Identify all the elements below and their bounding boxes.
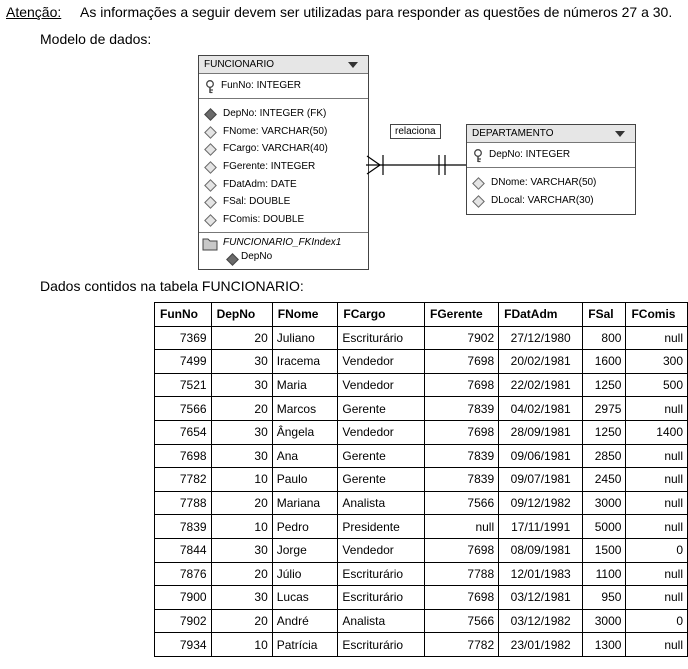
diamond-icon: [204, 144, 217, 157]
table-row: [155, 444, 688, 468]
table-cell: Escriturário: [338, 633, 425, 657]
table-cell: 7698: [425, 350, 499, 374]
table-cell: 7566: [425, 491, 499, 515]
attribute-label: FCargo: VARCHAR(40): [223, 143, 328, 155]
table-cell: 1600: [583, 350, 626, 374]
key-icon: [205, 80, 215, 94]
attention-text: As informações a seguir devem ser utilizadas para responder as questões de números 27 a 30.: [80, 4, 673, 20]
table-cell: 03/12/1982: [499, 609, 583, 633]
entity-departamento-attributes: [467, 168, 635, 209]
table-cell: 3000: [583, 491, 626, 515]
table-cell: 20: [211, 326, 272, 350]
table-cell: Maria: [272, 373, 338, 397]
table-cell: Pedro: [272, 515, 338, 539]
diamond-icon: [472, 195, 485, 208]
column-header: FGerente: [425, 303, 499, 327]
table-cell: Vendedor: [338, 420, 425, 444]
table-cell: Marcos: [272, 397, 338, 421]
table-cell: 17/11/1991: [499, 515, 583, 539]
table-cell: Júlio: [272, 562, 338, 586]
table-cell: 7900: [155, 586, 212, 610]
table-cell: 2975: [583, 397, 626, 421]
table-cell: 1400: [626, 420, 688, 444]
column-header: FComis: [626, 303, 688, 327]
attribute-row: [199, 158, 368, 176]
attribute-label: DNome: VARCHAR(50): [491, 177, 597, 188]
table-cell: 300: [626, 350, 688, 374]
table-caption: Dados contidos na tabela FUNCIONARIO:: [40, 278, 304, 294]
table-cell: null: [425, 515, 499, 539]
table-cell: 5000: [583, 515, 626, 539]
table-cell: 7902: [155, 609, 212, 633]
table-row: [155, 350, 688, 374]
diamond-icon: [204, 108, 217, 121]
entity-departamento-pk-row: [467, 143, 635, 168]
key-icon: [473, 149, 483, 163]
attribute-label: FNome: VARCHAR(50): [223, 125, 328, 137]
table-cell: 30: [211, 420, 272, 444]
table-cell: 7521: [155, 373, 212, 397]
attribute-label: FDatAdm: DATE: [223, 178, 297, 190]
table-row: [155, 609, 688, 633]
attention-label: Atenção:: [6, 4, 62, 20]
table-cell: 10: [211, 633, 272, 657]
table-row: [155, 515, 688, 539]
table-cell: 1250: [583, 420, 626, 444]
table-cell: 7698: [425, 420, 499, 444]
table-cell: 20: [211, 491, 272, 515]
attribute-row: [199, 105, 368, 123]
attribute-label: DLocal: VARCHAR(30): [491, 194, 594, 206]
diamond-icon: [204, 197, 217, 210]
table-cell: 7566: [425, 609, 499, 633]
table-cell: null: [626, 586, 688, 610]
table-cell: 09/07/1981: [499, 468, 583, 492]
table-cell: 7369: [155, 326, 212, 350]
entity-departamento-header: [467, 125, 635, 143]
table-cell: 23/01/1982: [499, 633, 583, 657]
index-column: DepNo: [241, 250, 273, 262]
diamond-icon: [204, 126, 217, 139]
model-label: Modelo de dados:: [40, 31, 152, 47]
entity-departamento-title: DEPARTAMENTO: [472, 128, 554, 139]
table-cell: Gerente: [338, 444, 425, 468]
table-cell: 7782: [425, 633, 499, 657]
table-header-row: [155, 303, 688, 327]
entity-funcionario: [198, 55, 369, 270]
relationship-line: [366, 150, 468, 180]
table-row: [155, 420, 688, 444]
table-cell: 28/09/1981: [499, 420, 583, 444]
table-cell: 7698: [425, 586, 499, 610]
table-cell: 30: [211, 373, 272, 397]
table-cell: 7698: [425, 538, 499, 562]
entity-departamento-pk: DepNo: INTEGER: [489, 149, 571, 160]
index-icon: [202, 236, 219, 252]
table-cell: 500: [626, 373, 688, 397]
table-cell: 7839: [425, 397, 499, 421]
table-cell: Lucas: [272, 586, 338, 610]
index-diamond-icon: [226, 253, 239, 266]
column-header: FSal: [583, 303, 626, 327]
table-cell: 7782: [155, 468, 212, 492]
table-cell: 7698: [155, 444, 212, 468]
table-cell: Ângela: [272, 420, 338, 444]
table-cell: 1300: [583, 633, 626, 657]
table-cell: null: [626, 397, 688, 421]
column-header: FunNo: [155, 303, 212, 327]
table-cell: Escriturário: [338, 326, 425, 350]
attribute-row: [199, 123, 368, 141]
attribute-row: [199, 176, 368, 194]
entity-departamento: [466, 124, 636, 215]
table-cell: 30: [211, 538, 272, 562]
table-cell: 27/12/1980: [499, 326, 583, 350]
table-cell: 2850: [583, 444, 626, 468]
entity-funcionario-attributes: [199, 99, 368, 232]
column-header: FCargo: [338, 303, 425, 327]
table-cell: Vendedor: [338, 538, 425, 562]
table-cell: null: [626, 491, 688, 515]
attribute-label: DepNo: INTEGER (FK): [223, 108, 327, 119]
table-cell: Analista: [338, 609, 425, 633]
table-cell: Patrícia: [272, 633, 338, 657]
table-cell: 3000: [583, 609, 626, 633]
table-cell: André: [272, 609, 338, 633]
attribute-row: [199, 193, 368, 211]
table-cell: Vendedor: [338, 373, 425, 397]
table-cell: 7698: [425, 373, 499, 397]
column-header: FNome: [272, 303, 338, 327]
diamond-icon: [204, 179, 217, 192]
table-cell: 950: [583, 586, 626, 610]
table-cell: 7844: [155, 538, 212, 562]
table-cell: Mariana: [272, 491, 338, 515]
table-cell: 1250: [583, 373, 626, 397]
table-cell: Paulo: [272, 468, 338, 492]
table-row: [155, 586, 688, 610]
table-cell: 7902: [425, 326, 499, 350]
attribute-row: [199, 211, 368, 229]
attribute-row: [467, 192, 635, 210]
table-cell: 7839: [425, 444, 499, 468]
table-cell: 09/06/1981: [499, 444, 583, 468]
diamond-icon: [204, 214, 217, 227]
entity-funcionario-pk-row: [199, 74, 368, 99]
entity-funcionario-index: [199, 232, 368, 267]
attribute-row: [467, 174, 635, 192]
table-cell: Escriturário: [338, 586, 425, 610]
entity-funcionario-title: FUNCIONARIO: [204, 59, 274, 70]
table-cell: 20: [211, 562, 272, 586]
attribute-label: FComis: DOUBLE: [223, 214, 305, 226]
table-cell: null: [626, 562, 688, 586]
diamond-icon: [204, 161, 217, 174]
table-cell: 10: [211, 468, 272, 492]
table-cell: Jorge: [272, 538, 338, 562]
table-cell: 7654: [155, 420, 212, 444]
table-cell: null: [626, 326, 688, 350]
table-cell: 7876: [155, 562, 212, 586]
table-cell: 0: [626, 538, 688, 562]
table-row: [155, 468, 688, 492]
entity-funcionario-pk: FunNo: INTEGER: [221, 80, 302, 91]
entity-funcionario-header: [199, 56, 368, 74]
table-cell: 08/09/1981: [499, 538, 583, 562]
table-cell: 1100: [583, 562, 626, 586]
table-cell: 7788: [425, 562, 499, 586]
relationship-label: relaciona: [390, 124, 441, 139]
table-cell: Gerente: [338, 397, 425, 421]
table-cell: 7839: [425, 468, 499, 492]
table-cell: 7934: [155, 633, 212, 657]
column-header: DepNo: [211, 303, 272, 327]
table-cell: Iracema: [272, 350, 338, 374]
table-cell: Vendedor: [338, 350, 425, 374]
table-cell: Presidente: [338, 515, 425, 539]
table-cell: 7566: [155, 397, 212, 421]
funcionario-table: [154, 302, 688, 657]
table-cell: 20: [211, 609, 272, 633]
table-cell: 2450: [583, 468, 626, 492]
attribute-label: FGerente: INTEGER: [223, 161, 316, 173]
table-cell: 04/02/1981: [499, 397, 583, 421]
table-cell: 7499: [155, 350, 212, 374]
table-cell: 20/02/1981: [499, 350, 583, 374]
table-row: [155, 538, 688, 562]
table-cell: Escriturário: [338, 562, 425, 586]
table-row: [155, 491, 688, 515]
table-cell: null: [626, 633, 688, 657]
table-cell: Ana: [272, 444, 338, 468]
index-name: FUNCIONARIO_FKIndex1: [223, 236, 342, 248]
table-cell: 7788: [155, 491, 212, 515]
table-cell: 0: [626, 609, 688, 633]
chevron-down-icon: [615, 131, 625, 137]
table-row: [155, 373, 688, 397]
table-cell: 03/12/1981: [499, 586, 583, 610]
table-cell: 10: [211, 515, 272, 539]
table-cell: 22/02/1981: [499, 373, 583, 397]
table-cell: 12/01/1983: [499, 562, 583, 586]
table-cell: Gerente: [338, 468, 425, 492]
table-cell: Analista: [338, 491, 425, 515]
table-cell: Juliano: [272, 326, 338, 350]
chevron-down-icon: [348, 62, 358, 68]
table-cell: 20: [211, 397, 272, 421]
table-row: [155, 326, 688, 350]
table-cell: 7839: [155, 515, 212, 539]
table-row: [155, 562, 688, 586]
table-cell: 30: [211, 350, 272, 374]
table-cell: null: [626, 515, 688, 539]
table-cell: 30: [211, 444, 272, 468]
table-cell: 1500: [583, 538, 626, 562]
diamond-icon: [472, 177, 485, 190]
table-row: [155, 397, 688, 421]
table-row: [155, 633, 688, 657]
table-cell: 30: [211, 586, 272, 610]
attribute-label: FSal: DOUBLE: [223, 196, 291, 208]
table-cell: 800: [583, 326, 626, 350]
table-cell: 09/12/1982: [499, 491, 583, 515]
table-cell: null: [626, 468, 688, 492]
attribute-row: [199, 140, 368, 158]
table-cell: null: [626, 444, 688, 468]
column-header: FDatAdm: [499, 303, 583, 327]
